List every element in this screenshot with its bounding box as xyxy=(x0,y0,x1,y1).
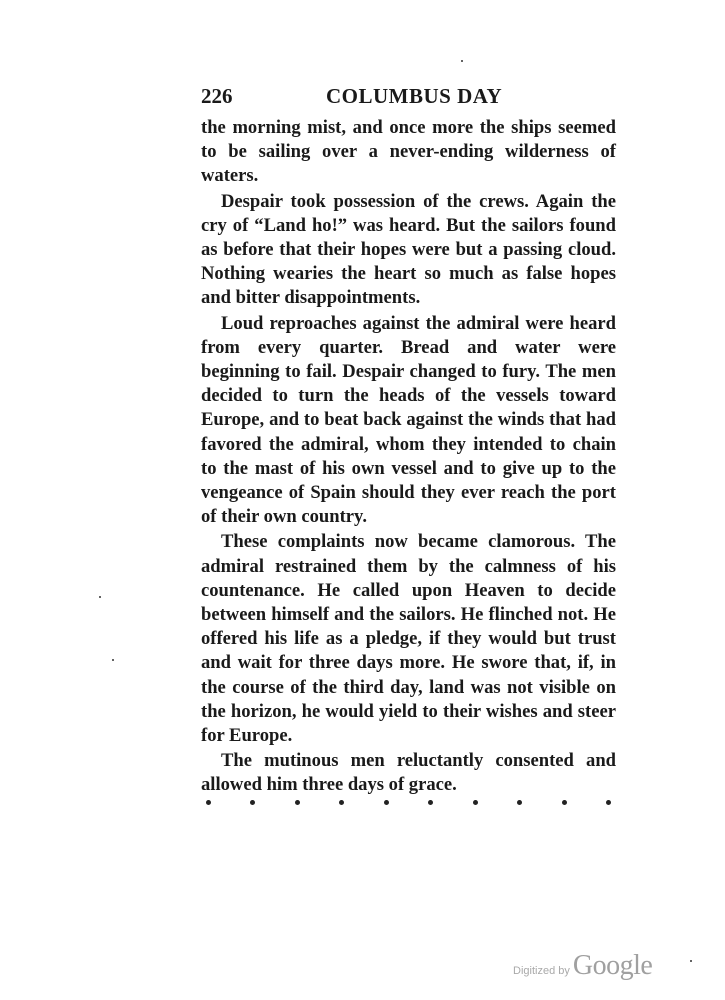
separator-dot xyxy=(428,800,433,805)
paragraph-3: Loud reproaches against the admiral were heard from every quarter. Bread and water were beginning to fail. Despair changed to fury. The men decided to turn the heads of the vessels toward Europe, and to beat back against the winds that had favored the admiral, whom they intended to chain to the mast of his own vessel and to give up to the vengeance of Spain should they ever reach the port of their own country. xyxy=(201,312,616,528)
separator-dot xyxy=(250,800,255,805)
google-logo: Google xyxy=(572,950,653,981)
separator-dot xyxy=(206,800,211,805)
page-number: 226 xyxy=(201,84,233,108)
separator-dot xyxy=(339,800,344,805)
digitized-by-google-watermark xyxy=(513,950,652,984)
paragraph-1: the morning mist, and once more the ships seemed to be sailing over a never-ending wilderness of waters. xyxy=(201,117,616,187)
running-header xyxy=(201,82,615,110)
separator-dot xyxy=(384,800,389,805)
watermark-prefix: Digitized by xyxy=(513,965,570,977)
paragraph-5: The mutinous men reluctantly consented and allowed him three days of grace. xyxy=(201,750,616,796)
print-speck xyxy=(112,659,114,661)
separator-dot xyxy=(517,800,522,805)
paragraph-4: These complaints now became clamorous. The admiral restrained them by the calmness of his countenance. He called upon Heaven to decide between himself and the sailors. He flinched not. He offered his life as a pledge, if they would but trust and wait for three days more. He swore that, if, in the course of the third day, land was not visible on the horizon, he would yield to their wishes and steer for Europe. xyxy=(201,531,616,747)
separator-dot xyxy=(295,800,300,805)
print-speck xyxy=(690,960,692,962)
separator-dot xyxy=(562,800,567,805)
running-title: COLUMBUS DAY xyxy=(326,84,503,108)
print-speck xyxy=(461,60,463,62)
separator-dot xyxy=(473,800,478,805)
print-speck xyxy=(99,596,101,598)
paragraph-2: Despair took possession of the crews. Again the cry of “Land ho!” was heard. But the sailors found as before that their hopes were but a passing cloud. Nothing wearies the heart so much as false hopes and bitter disappointments. xyxy=(201,190,616,309)
section-separator-dots xyxy=(206,796,611,808)
separator-dot xyxy=(606,800,611,805)
body-text xyxy=(201,116,616,798)
